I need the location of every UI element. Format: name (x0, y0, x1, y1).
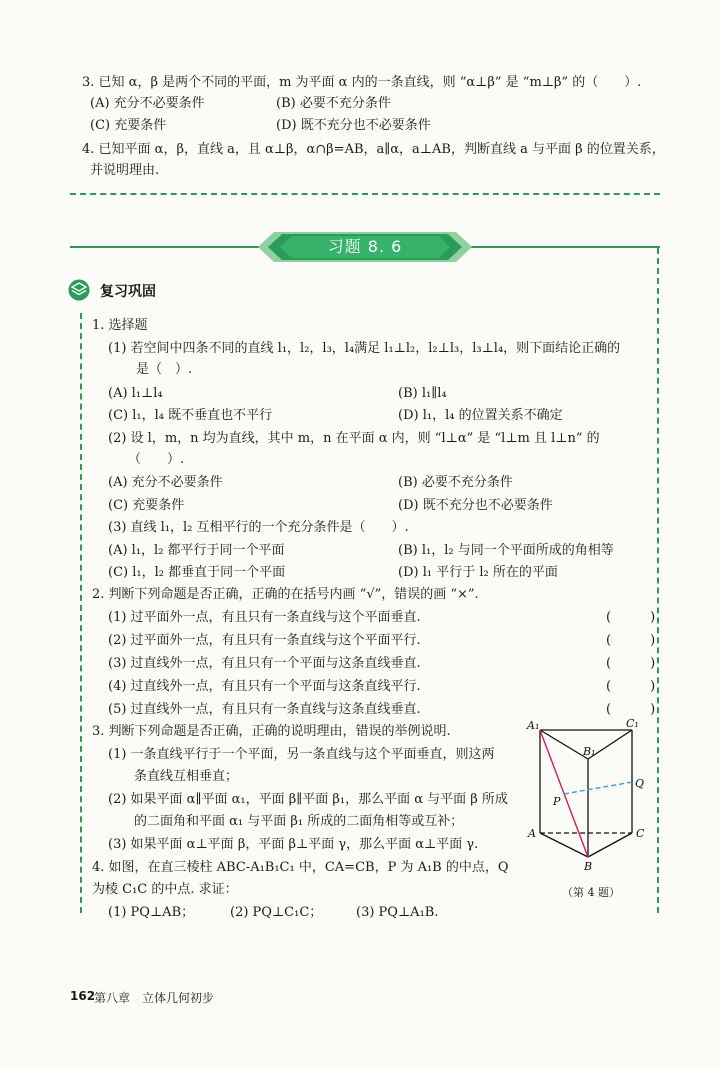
chapter-title: 第八章 立体几何初步 (94, 991, 215, 1005)
ex2-item-5: (5) 过直线外一点，有且只有一条直线与这条直线垂直. (108, 702, 421, 717)
ex3-p3: (3) 如果平面 α⊥平面 β，平面 β⊥平面 γ，那么平面 α⊥平面 γ. (108, 837, 479, 852)
ex1-p1-b: (B) l₁∥l₄ (398, 386, 447, 401)
ex2-answer-paren-1: ( ) (606, 610, 656, 625)
ex1-p3-b: (B) l₁，l₂ 与同一个平面所成的角相等 (398, 543, 614, 558)
right-margin-dash (657, 248, 659, 913)
label-q: Q (635, 777, 645, 790)
ex1-p1-line1: (1) 若空间中四条不同的直线 l₁，l₂，l₃，l₄满足 l₁⊥l₂，l₂⊥l₃，l₃⊥l₄，则下面结论正确的 (108, 341, 621, 356)
ex1-p3-a: (A) l₁，l₂ 都平行于同一个平面 (108, 543, 285, 558)
label-p: P (553, 795, 561, 808)
label-b: B (584, 860, 593, 870)
ex1-p3-c: (C) l₁，l₂ 都垂直于同一个平面 (108, 565, 286, 580)
left-margin-dash (80, 313, 82, 913)
page-number: 162 (70, 989, 96, 1003)
ex3-p2-line1: (2) 如果平面 α∥平面 α₁，平面 β∥平面 β₁，那么平面 α 与平面 β 所成 (108, 792, 508, 807)
ex1-p1-c: (C) l₁，l₄ 既不垂直也不平行 (108, 408, 273, 423)
ex1-p2-b: (B) 必要不充分条件 (398, 475, 513, 490)
q3-option-a: (A) 充分不必要条件 (90, 96, 205, 111)
ex4-line2: 为棱 C₁C 的中点. 求证： (92, 882, 238, 897)
ex2-answer-paren-5: ( ) (606, 702, 656, 717)
section-title: 复习巩固 (100, 284, 156, 300)
ex1-p1-d: (D) l₁，l₄ 的位置关系不确定 (398, 408, 563, 423)
q4-line1: 4. 已知平面 α，β，直线 a，且 α⊥β，α∩β=AB，a∥α，a⊥AB，判断直线 a 与平面 β 的位置关系， (82, 142, 665, 157)
ex3-p1-line2: 条直线互相垂直； (134, 769, 239, 784)
q3-option-c: (C) 充要条件 (90, 118, 167, 133)
banner-line-left (70, 246, 260, 248)
label-b1: B₁ (583, 745, 596, 758)
ex4-part-1: (1) PQ⊥AB； (108, 905, 195, 920)
segment-p-q (564, 782, 632, 794)
ex4-part-2: (2) PQ⊥C₁C； (230, 905, 323, 920)
ex3-title: 3. 判断下列命题是否正确，正确的说明理由，错误的举例说明. (92, 724, 451, 739)
ex1-p1-line2: 是（ ）. (136, 362, 193, 377)
ex2-item-2: (2) 过平面外一点，有且只有一条直线与这个平面平行. (108, 633, 421, 648)
ex2-answer-paren-3: ( ) (606, 656, 656, 671)
ex1-p3-line1: (3) 直线 l₁，l₂ 互相平行的一个充分条件是（ ）. (108, 520, 409, 535)
label-c1: C₁ (626, 717, 639, 730)
ex1-title: 1. 选择题 (92, 318, 148, 333)
ex2-answer-paren-4: ( ) (606, 679, 656, 694)
label-c: C (636, 827, 645, 840)
figure-caption: （第 4 题） (562, 886, 620, 899)
ex4-part-3: (3) PQ⊥A₁B. (356, 905, 439, 920)
banner-line-right (470, 246, 660, 248)
ex1-p2-line2: （ ）. (128, 452, 185, 467)
label-a1: A₁ (527, 719, 540, 732)
ex4-line1: 4. 如图，在直三棱柱 ABC-A₁B₁C₁ 中，CA=CB，P 为 A₁B 的中点，Q (92, 860, 509, 875)
edge-a1-b1 (540, 730, 588, 759)
ex1-p3-d: (D) l₁ 平行于 l₂ 所在的平面 (398, 565, 558, 580)
q3-stem: 3. 已知 α，β 是两个不同的平面，m 为平面 α 内的一条直线，则 “α⊥β” 是 “m⊥β” 的（ ）. (82, 75, 642, 90)
ex2-item-3: (3) 过直线外一点，有且只有一个平面与这条直线垂直. (108, 656, 421, 671)
q3-option-d: (D) 既不充分也不必要条件 (276, 118, 431, 133)
ex2-answer-paren-2: ( ) (606, 633, 656, 648)
ex2-item-1: (1) 过平面外一点，有且只有一条直线与这个平面垂直. (108, 610, 421, 625)
ex1-p2-c: (C) 充要条件 (108, 498, 185, 513)
edge-b-c (588, 833, 632, 857)
ex1-p2-line1: (2) 设 l，m，n 均为直线，其中 m，n 在平面 α 内，则 “l⊥α” 是 “l⊥m 且 l⊥n” 的 (108, 431, 600, 446)
ex2-title: 2. 判断下列命题是否正确，正确的在括号内画 “√”，错误的画 “×”. (92, 587, 479, 602)
ex1-p1-a: (A) l₁⊥l₄ (108, 386, 163, 401)
section-divider (70, 193, 660, 195)
exercise-banner (258, 232, 472, 262)
banner-title: 习题 8. 6 (327, 237, 403, 256)
q4-line2: 并说明理由. (90, 163, 160, 178)
ex3-p2-line2: 的二面角和平面 α₁ 与平面 β₁ 所成的二面角相等或互补； (134, 814, 464, 829)
ex2-item-4: (4) 过直线外一点，有且只有一个平面与这条直线平行. (108, 679, 421, 694)
ex1-p2-d: (D) 既不充分也不必要条件 (398, 498, 553, 513)
label-a: A (528, 827, 536, 840)
ex1-p2-a: (A) 充分不必要条件 (108, 475, 223, 490)
ex3-p1-line1: (1) 一条直线平行于一个平面，另一条直线与这个平面垂直，则这两 (108, 747, 495, 762)
q3-option-b: (B) 必要不充分条件 (276, 96, 391, 111)
layers-icon (68, 279, 90, 301)
prism-figure (520, 715, 655, 870)
